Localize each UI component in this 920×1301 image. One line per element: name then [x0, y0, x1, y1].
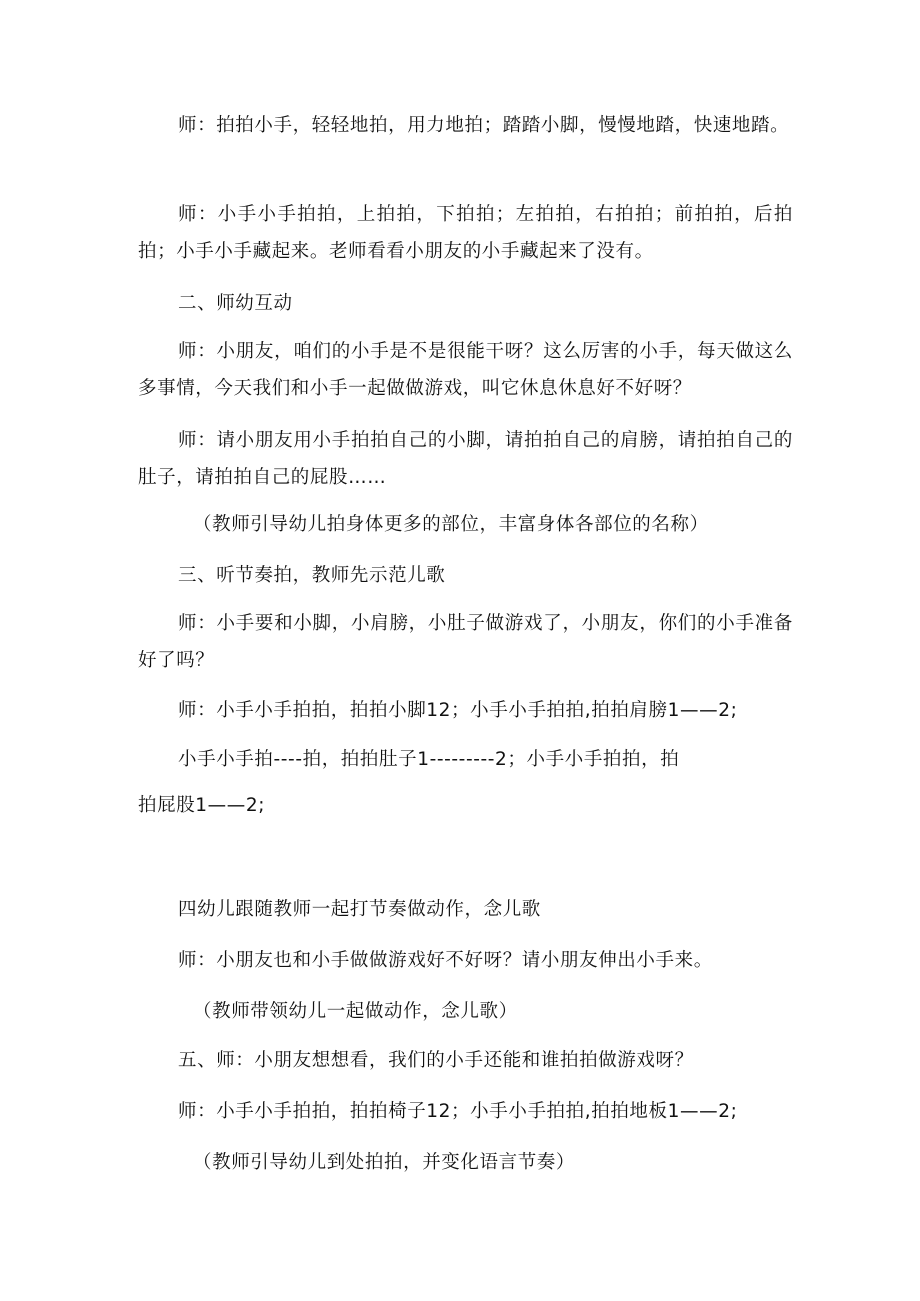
rhythm-line-3: 拍屁股1——2;: [138, 795, 266, 816]
paragraph-4: 师：请小朋友用小手拍拍自己的小脚，请拍拍自己的肩膀，请拍拍自己的肚子，请拍拍自己的屁股……: [138, 430, 793, 488]
section-heading-2: 二、师幼互动: [178, 293, 293, 314]
paragraph-5: 师：小手要和小脚，小肩膀，小肚子做游戏了，小朋友，你们的小手准备好了吗？: [138, 613, 793, 671]
paragraph-2: 师：小手小手拍拍，上拍拍，下拍拍；左拍拍，右拍拍；前拍拍，后拍拍；小手小手藏起来。老师看看小朋友的小手藏起来了没有。: [138, 204, 793, 262]
section-heading-4: 四幼儿跟随教师一起打节奏做动作，念儿歌: [178, 899, 541, 920]
note-2: （教师带领幼儿一起做动作，念儿歌）: [193, 1001, 518, 1022]
rhythm-line-2: 小手小手拍----拍，拍拍肚子1---------2；小手小手拍拍，拍: [178, 749, 680, 770]
paragraph-1: 师：拍拍小手，轻轻地拍，用力地拍；踏踏小脚，慢慢地踏，快速地踏。: [178, 115, 790, 136]
paragraph-3: 师：小朋友，咱们的小手是不是很能干呀？这么厉害的小手，每天做这么多事情，今天我们和小手一起做做游戏，叫它休息休息好不好呀？: [138, 341, 793, 399]
note-3: （教师引导幼儿到处拍拍，并变化语言节奏）: [193, 1152, 576, 1173]
rhythm-line-1: 师：小手小手拍拍，拍拍小脚12；小手小手拍拍,拍拍肩膀1——2;: [178, 700, 738, 721]
section-heading-3: 三、听节奏拍，教师先示范儿歌: [178, 565, 446, 586]
paragraph-6: 师：小朋友也和小手做做游戏好不好呀？请小朋友伸出小手来。: [178, 950, 713, 971]
rhythm-line-4: 师：小手小手拍拍，拍拍椅子12；小手小手拍拍,拍拍地板1——2;: [178, 1101, 738, 1122]
section-heading-5: 五、师：小朋友想想看，我们的小手还能和谁拍拍做游戏呀？: [178, 1050, 694, 1071]
note-1: （教师引导幼儿拍身体更多的部位，丰富身体各部位的名称）: [193, 514, 709, 535]
